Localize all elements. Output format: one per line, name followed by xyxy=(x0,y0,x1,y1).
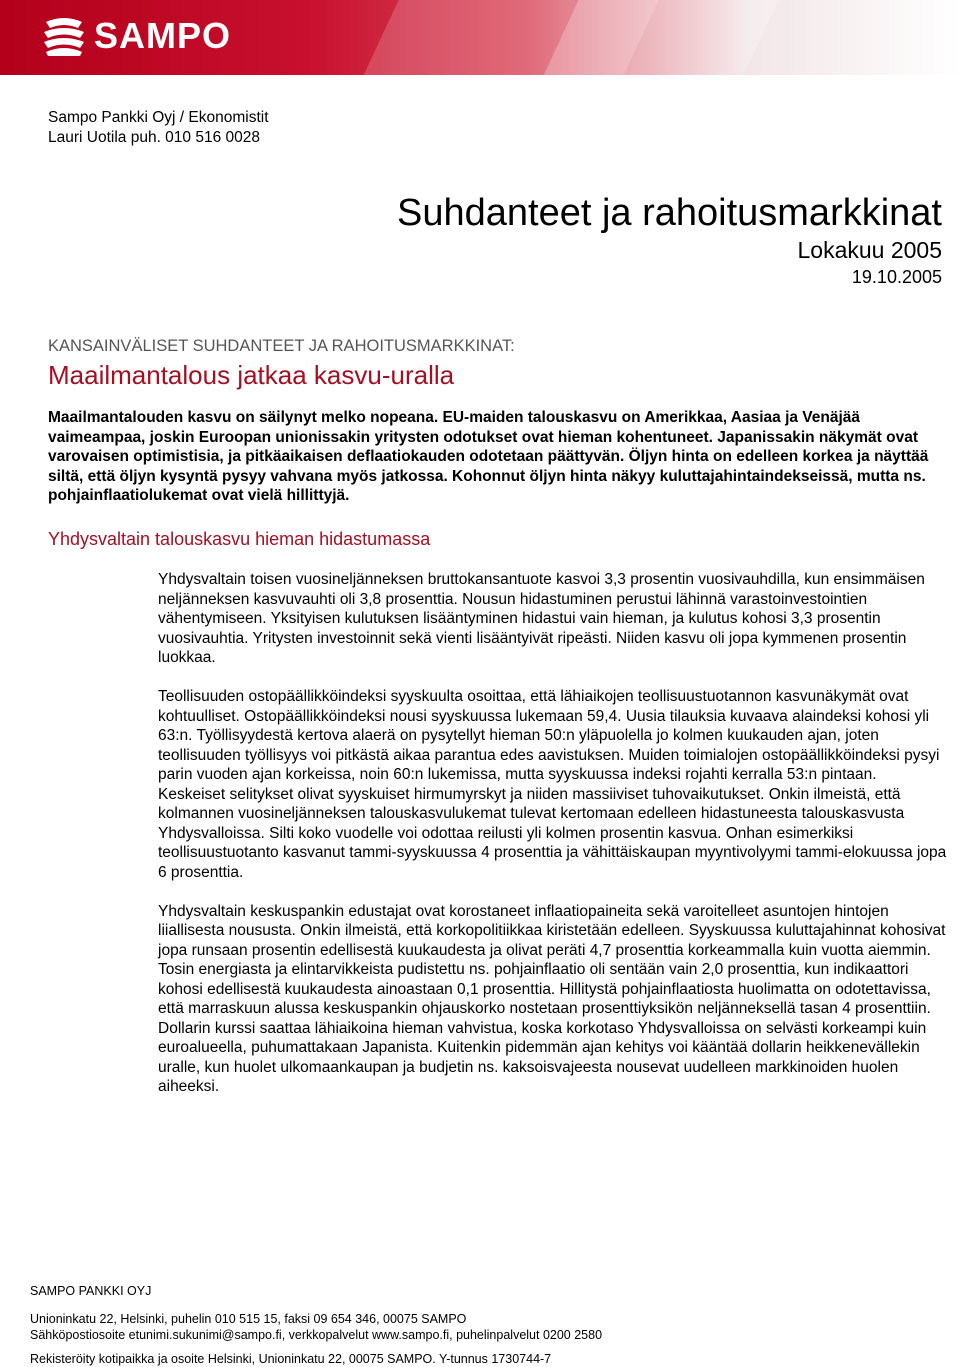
footer-company: SAMPO PANKKI OYJ xyxy=(30,1284,152,1298)
footer-registration: Rekisteröity kotipaikka ja osoite Helsinki, Unioninkatu 22, 00075 SAMPO. Y-tunnus 1730744-7 xyxy=(30,1352,552,1366)
footer-address: Unioninkatu 22, Helsinki, puhelin 010 515 15, faksi 09 654 346, 00075 SAMPO xyxy=(30,1312,467,1326)
document-date: 19.10.2005 xyxy=(851,267,942,287)
sender-contact: Lauri Uotila puh. 010 516 0028 xyxy=(48,129,260,146)
document-title: Suhdanteet ja rahoitusmarkkinat xyxy=(397,192,942,234)
sender-organization: Sampo Pankki Oyj / Ekonomistit xyxy=(48,109,269,126)
sampo-logo xyxy=(42,16,231,56)
lead-paragraph: Maailmantalouden kasvu on säilynyt melko nopeana. EU-maiden talouskasvu on Amerikkaa, Aasiaa ja Venäjää vaimeampaa, joskin Euroopan unionissakin yritysten odotukset ovat hieman kohentuneet. Japanissakin näkymät ovat varovaisen optimistisia, ja pitkäaikaisen deflaatiokauden odotetaan päättyvän. Öljyn hinta on edelleen korkea ja näyttää siltä, että öljyn kysyntä pysyy vahvana myös jatkossa. Kohonnut öljyn hinta näkyy kuluttajahintaindekseissä, mutta ns. pohjainflaatiolukemat ovat vielä hillittyjä. xyxy=(48,409,929,504)
body-paragraph: Teollisuuden ostopäällikköindeksi syyskuulta osoittaa, että lähiaikojen teollisuustuotannon kasvunäkymät ovat kohtuulliset. Ostopäällikköindeksi nousi syyskuussa lukemaan 59,4. Uusia tilauksia kuvaava alaindeksi kohosi yli 63:n. Työllisyydestä kertova alaerä on pysytellyt hieman 50:n yläpuolella jo kolmen kuukauden ajan, joten teollisuuden työllisyys voi pitkästä aikaa parantua edes aavistuksen. Muiden toimialojen ostopäällikköindeksi pysyi parin vuoden ajan korkeissa, noin 60:n lukemissa, mutta syyskuussa indeksi rojahti kerralla 53:n pintaan. Keskeiset selitykset olivat syyskuiset hirmumyrskyt ja niiden massiiviset tuhovaikutukset. Onkin ilmeistä, että kolmannen vuosineljänneksen talouskasvulukemat tulevat kertomaan edelleen hidastuneesta talouskasvusta Yhdysvalloissa. Silti koko vuodelle voi odottaa reilusti yli kolmen prosentin kasvua. Onhan esimerkiksi teollisuustuotanto kasvanut tammi-syyskuussa 4 prosenttia ja vähittäiskaupan myyntivolyymi tammi-elokuussa jopa 6 prosenttia. xyxy=(158,688,947,881)
footer xyxy=(30,1283,930,1367)
footer-contact: Sähköpostiosoite etunimi.sukunimi@sampo.fi, verkkopalvelut www.sampo.fi, puhelinpalvelut 0200 2580 xyxy=(30,1328,603,1342)
subsection-title: Yhdysvaltain talouskasvu hieman hidastumassa xyxy=(48,529,431,549)
body-paragraph: Yhdysvaltain keskuspankin edustajat ovat korostaneet inflaatiopaineita sekä varoitelleet asuntojen hintojen liiallisesta noususta. Onkin ilmeistä, että korkopolitiikkaa kiristetään edelleen. Syyskuussa kuluttajahinnat kohosivat jopa runsaan prosentin edellisestä kuukaudesta ja olivat peräti 4,7 prosenttia korkeammalla kuin vuotta aiemmin. Tosin energiasta ja elintarvikkeista pudistettu ns. pohjainflaatio oli sentään vain 2,0 prosenttia, kun indikaattori kohosi edellisestä kuukaudesta ainoastaan 0,1 prosenttia. Hillitystä pohjainflaatiosta huolimatta on odotettavissa, että marraskuun alussa keskuspankin ohjauskorko nostetaan prosenttiyksikön neljänneksellä tasan 4 prosenttiin. Dollarin kurssi saattaa lähiaikoina hieman vahvistua, koska korkotaso Yhdysvalloissa on selvästi korkeampi kuin euroalueella, puhumattakaan Japanista. Kuitenkin pidemmän ajan kehitys voi kääntää dollarin heikkenevällekin uralle, kun huolet ulkomaankaupan ja budjetin ns. kaksoisvajeesta nousevat uudelleen markkinoiden huolen aiheeksi. xyxy=(158,902,946,1095)
body-text xyxy=(158,570,948,1116)
logo-text: SAMPO xyxy=(94,15,232,56)
sampo-logo-icon xyxy=(42,16,86,56)
section-title: Maailmantalous jatkaa kasvu-uralla xyxy=(48,360,455,390)
header-banner xyxy=(0,0,960,75)
body-paragraph: Yhdysvaltain toisen vuosineljänneksen bruttokansantuote kasvoi 3,3 prosentin vuosivauhdilla, kun ensimmäisen neljänneksen kasvuvauhti oli 3,8 prosenttia. Nousun hidastuminen perustui lähinnä varastoinvestointien vähentymiseen. Yksityisen kulutuksen lisääntyminen hidastui vain hieman, ja kulutus kohosi 3,3 prosentin vuosivauhtia. Yritysten investoinnit sekä vienti lisääntyivät ripeästi. Niiden kasvu oli jopa kymmenen prosentin luokkaa. xyxy=(158,571,925,666)
document-month: Lokakuu 2005 xyxy=(797,237,942,263)
section-caps-heading: KANSAINVÄLISET SUHDANTEET JA RAHOITUSMARKKINAT: xyxy=(48,337,515,355)
sender-info xyxy=(48,108,269,148)
